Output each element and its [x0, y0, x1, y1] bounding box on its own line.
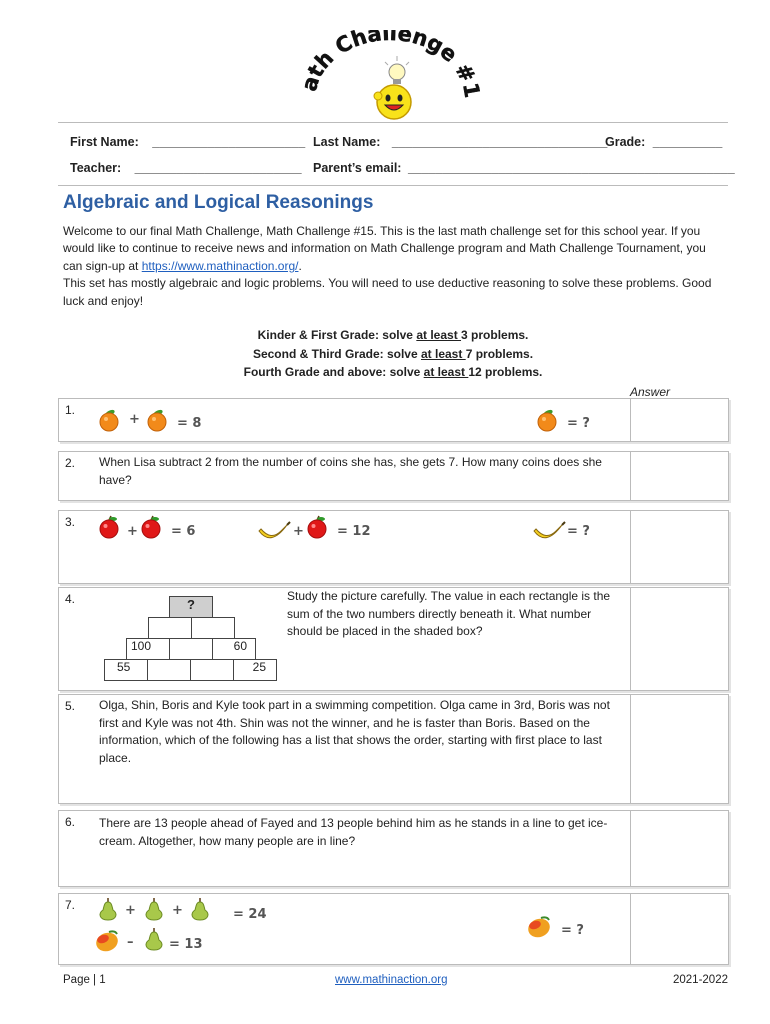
orange-icon	[100, 409, 118, 431]
parent-email-field[interactable]	[313, 161, 735, 175]
pyramid-cell	[147, 659, 191, 681]
grade-label: Grade:	[605, 135, 646, 149]
orange-icon	[148, 409, 166, 431]
plus-sign: +	[172, 903, 183, 918]
page-title: Algebraic and Logical Reasonings	[63, 192, 374, 213]
apple-icon	[142, 516, 160, 538]
answer-box[interactable]	[630, 452, 728, 500]
banana-icon	[534, 522, 565, 538]
equals-value: = 8	[177, 416, 202, 431]
plus-sign: +	[293, 524, 304, 539]
problem-number: 2.	[65, 456, 76, 470]
last-name-label: Last Name:	[313, 135, 381, 149]
smiley-lightbulb-icon	[374, 56, 411, 119]
answer-box[interactable]	[630, 511, 728, 583]
rule-second-third: Second & Third Grade: solve at least 7 problems.	[252, 346, 534, 361]
rule-fourth-up: Fourth Grade and above: solve at least 12 problems.	[243, 365, 543, 379]
problem-text: Study the picture carefully. The value in each rectangle is the sum of the two numbers directly beneath it. What number should be placed in the shaded box?	[287, 589, 611, 638]
teacher-field[interactable]	[70, 161, 302, 175]
grade-blank[interactable]: __________	[652, 135, 723, 149]
problem-2	[58, 451, 729, 501]
intro-paragraph-1: Welcome to our final Math Challenge, Math Challenge #15. This is the last math challenge set for this school year. If you would like to continue to receive news and information on Math Challenge program and Math Challenge Tournament, you can sign-up at	[63, 224, 706, 273]
fruit-equation	[97, 513, 637, 545]
apple-icon	[100, 516, 118, 538]
answer-box[interactable]	[630, 695, 728, 803]
pear-icon	[192, 898, 208, 920]
answer-box[interactable]	[630, 894, 728, 964]
answer-box[interactable]	[630, 811, 728, 886]
equals-value: = 13	[169, 937, 203, 952]
problem-7	[58, 893, 729, 965]
pyramid-cell	[148, 617, 192, 639]
first-name-field[interactable]	[70, 135, 305, 149]
pyramid-cell	[191, 617, 235, 639]
orange-icon	[538, 409, 556, 431]
apple-icon	[308, 516, 326, 538]
equals-value: = 12	[337, 524, 371, 539]
school-year: 2021-2022	[673, 974, 728, 986]
parent-email-blank[interactable]: _______________________________________________	[407, 161, 735, 175]
question-mark: = ?	[567, 524, 590, 539]
number-pyramid	[104, 596, 284, 686]
pear-icon	[100, 898, 116, 920]
signup-link[interactable]: https://www.mathinaction.org/	[141, 258, 299, 273]
problem-text: There are 13 people ahead of Fayed and 13 people behind him as he stands in a line to get ice-cream. Altogether, how many people are in line?	[99, 816, 608, 848]
pear-icon	[146, 898, 162, 920]
intro-text	[63, 223, 723, 310]
math-challenge-logo	[290, 30, 490, 135]
footer-link[interactable]: www.mathinaction.org	[335, 974, 448, 986]
shaded-box: ?	[169, 596, 213, 618]
problem-number: 6.	[65, 815, 76, 829]
problem-number: 3.	[65, 515, 76, 529]
last-name-blank[interactable]: _______________________________	[391, 135, 608, 149]
question-mark: = ?	[561, 923, 584, 938]
problem-number: 7.	[65, 898, 76, 912]
problem-1	[58, 398, 729, 442]
problem-4	[58, 587, 729, 691]
question-mark: = ?	[567, 416, 590, 431]
pyramid-cell: 25	[233, 659, 277, 681]
pear-icon	[146, 928, 162, 950]
plus-sign: +	[129, 412, 140, 427]
fruit-equation	[95, 898, 640, 960]
problem-number: 4.	[65, 592, 76, 606]
equals-value: = 24	[233, 907, 267, 922]
student-info-box	[58, 122, 735, 186]
intro-paragraph-2: This set has mostly algebraic and logic problems. You will need to use deductive reasoning to solve these problems. Good luck and enjoy!	[63, 276, 712, 308]
minus-sign: –	[127, 935, 134, 950]
mango-icon	[95, 930, 120, 954]
problem-text: Olga, Shin, Boris and Kyle took part in a swimming competition. Olga came in 3rd, Boris was not first and Kyle was not 4th. Shin was not the winner, and he is faster than Boris. Based on the information, which of the following has a list that shows the order, starting with first place to last place.	[99, 698, 610, 765]
answer-box[interactable]	[630, 588, 728, 690]
first-name-label: First Name:	[70, 135, 139, 149]
equals-value: = 6	[171, 524, 196, 539]
fruit-equation	[97, 405, 637, 435]
banana-icon	[259, 522, 290, 538]
logo-text: ath Challenge #1	[296, 30, 485, 100]
problem-5	[58, 694, 729, 804]
grade-rules	[63, 326, 723, 382]
problem-text: When Lisa subtract 2 from the number of coins she has, she gets 7. How many coins does she have?	[99, 455, 602, 487]
problem-number: 1.	[65, 403, 76, 417]
problem-number: 5.	[65, 699, 76, 713]
page-number: Page | 1	[63, 974, 106, 986]
parent-email-label: Parent’s email:	[313, 161, 402, 175]
answer-column-header: Answer	[630, 385, 671, 399]
rule-kinder: Kinder & First Grade: solve at least 3 problems.	[257, 328, 529, 342]
teacher-label: Teacher:	[70, 161, 122, 175]
problem-6	[58, 810, 729, 887]
mango-icon	[526, 916, 553, 940]
last-name-field[interactable]	[313, 135, 607, 149]
grade-field[interactable]	[605, 135, 722, 149]
answer-box[interactable]	[630, 399, 728, 441]
pyramid-cell: 60	[212, 638, 256, 660]
pyramid-cell: 100	[126, 638, 170, 660]
pyramid-cell	[169, 638, 213, 660]
pyramid-cell	[190, 659, 234, 681]
plus-sign: +	[125, 903, 136, 918]
pyramid-cell: 55	[104, 659, 148, 681]
teacher-blank[interactable]: ________________________	[134, 161, 302, 175]
plus-sign: +	[127, 524, 138, 539]
first-name-blank[interactable]: ______________________	[152, 135, 306, 149]
intro-period: .	[298, 258, 302, 273]
problem-3	[58, 510, 729, 584]
